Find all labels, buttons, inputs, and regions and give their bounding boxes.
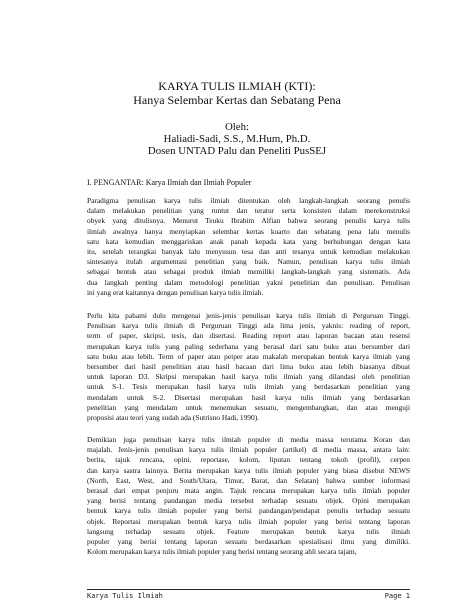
author-label: Oleh: (225, 121, 249, 133)
section-heading: I. PENGANTAR: Karya Ilmiah dan Ilmiah Populer (87, 178, 252, 187)
footer-divider (87, 589, 410, 590)
paragraph-line: objek. Reportasi merupakan bentuk karya tulis ilmiah populer yang berisi tentang laporan (87, 516, 410, 526)
paragraph-line: untuk S-1. Tesis merupakan hasil karya tulis ilmiah yang berdasarkan penelitian yang (87, 382, 410, 392)
author-affiliation: Dosen UNTAD Palu dan Peneliti PusSEJ (147, 144, 327, 157)
paragraph-line: populer yang berisi tentang laporan sesuatu berdasarkan spesialisasi ilmu yang dimiliki. (87, 536, 410, 546)
paragraph-line: satu kata kemudian menggariskan anak panah kepada kata yang berhubungan dengan kata (87, 236, 410, 246)
paragraph-line: merupakan karya tulis yang paling sederhana yang berasal dari satu buku atau bersumber dari (87, 341, 410, 351)
paragraph-line: ilmiah awalnya hanya menyiapkan selembar kertas kuarto dan sebatang pena lalu menulis (87, 226, 410, 236)
footer-title: Karya Tulis Ilmiah (87, 592, 163, 600)
author-block (0, 122, 474, 157)
paragraph-line: Kolom merupakan karya tulis ilmiah populer yang berisi tentang seorang ahli secara tajam, (87, 547, 357, 557)
paragraph-line: sintesanya itulah argumentasi penelitian yang baik. Namun, penulisan karya tulis ilmiah (87, 257, 410, 267)
paragraph-line: proposisi atau teori yang sudah ada (Sutrisno Hadi, 1990). (87, 412, 260, 422)
paragraph-line: satu buku atau lebih. Term of paper atau peiper atau makalah merupakan bentuk karya ilmiah yang (87, 351, 410, 361)
paragraph-line: dua langkah penting dalam metodologi penelitian yakni penelitian dan penulisan. Penulisan (87, 277, 410, 287)
paragraph-line: itu, setelah terangkai banyak lalu menyusun tesa dan anti tesanya untuk kemudian melakukan (87, 246, 410, 256)
paragraph-line: yang berisi tentang pandangan media tersebut terhadap sesuatu objek. Opini merupakan (87, 496, 410, 506)
paragraph-line: bersumber dari hasil penelitian atau hasil bacaan dari lima buku atau lebih biasanya dibuat (87, 361, 410, 371)
paragraph-line: Perlu kita pahami dulu mengenai jenis-jenis penulisan karya tulis ilmiah di Perguruan Tinggi. (87, 311, 410, 320)
paragraph-line: mendalam untuk S-2. Disertasi merupakan hasil karya tulis ilmiah yang berdasarkan (87, 392, 410, 402)
paragraph-line: bentuk karya tulis ilmiah populer yang berisi pandangan/pendapat penulis terhadap sesuatu (87, 506, 410, 516)
paragraph-line: berita, tajuk rencana, opini, reportase, kolom, liputan tentang tokoh (profil), cerpen (87, 455, 410, 465)
body-paragraph (87, 435, 410, 557)
paragraph-line: Paradigma penulisan karya tulis ilmiah ditentukan oleh langkah-langkah seorang penulis (87, 196, 410, 205)
author-name: Haliadi-Sadi, S.S., M.Hum, Ph.D. (163, 132, 311, 145)
title-block (0, 80, 474, 107)
document-title: KARYA TULIS ILMIAH (KTI): (158, 79, 316, 93)
body-paragraph (87, 311, 410, 423)
paragraph-line: langsung terhadap sesuatu objek. Feature merupakan bentuk karya tulis ilmiah (87, 526, 410, 536)
paragraph-line: Demikian juga penulisan karya tulis ilmiah populer di media massa terutama Koran dan (87, 435, 410, 444)
paragraph-line: ini yang erat kaitannya dengan penulisan karya tulis ilmiah. (87, 287, 264, 297)
paragraph-line: dan karya sastra lainnya. Berita merupakan karya tulis ilmiah populer yang biasa disebut NEWS (87, 465, 410, 475)
page-footer (87, 592, 410, 600)
paragraph-line: dalam melakukan penelitian yang runtut dan teratur serta konsisten dalam merekonstruksi (87, 206, 410, 216)
paragraph-line: majalah. Jenis-jenis penulisan karya tulis ilmiah populer (artikel) di media massa, antara lain: (87, 445, 410, 455)
page-number: Page 1 (384, 592, 410, 600)
paragraph-line: (North, East, West, and South/Utara, Timur, Barat, dan Selatan) bahwa sumber informasi (87, 475, 410, 485)
document-subtitle: Hanya Selembar Kertas dan Sebatang Pena (133, 92, 341, 107)
paragraph-line: untuk laporan D3. Skripsi merupakan hasil karya tulis ilmiah yang dilandasi oleh penelitian (87, 372, 410, 382)
paragraph-line: Penulisan karya tulis ilmiah di Perguruan Tinggi ada lima jenis, yaknis: reading of report, (87, 321, 410, 331)
body-paragraph (87, 196, 410, 298)
paragraph-line: sebagai bentuk atau sebagai produk ilmiah memiliki langkah-langkah yang sistematis. Ada (87, 267, 410, 277)
paragraph-line: obyek yang ditulisnya. Menurut Teuku Ibrahim Alfian bahwa seorang penulis karya tulis (87, 216, 410, 226)
paragraph-line: penelitian yang mendalam untuk menemukan sesuatu, mengembangkan, dan atau menguji (87, 402, 410, 412)
paragraph-line: berasal dari empat penjuru mata angin. Tajuk rencana merupakan karya tulis ilmiah populer (87, 485, 410, 495)
paragraph-line: term of paper, skripsi, tesis, dan disertasi. Reading report atau laporan bacaan atau resensi (87, 331, 410, 341)
